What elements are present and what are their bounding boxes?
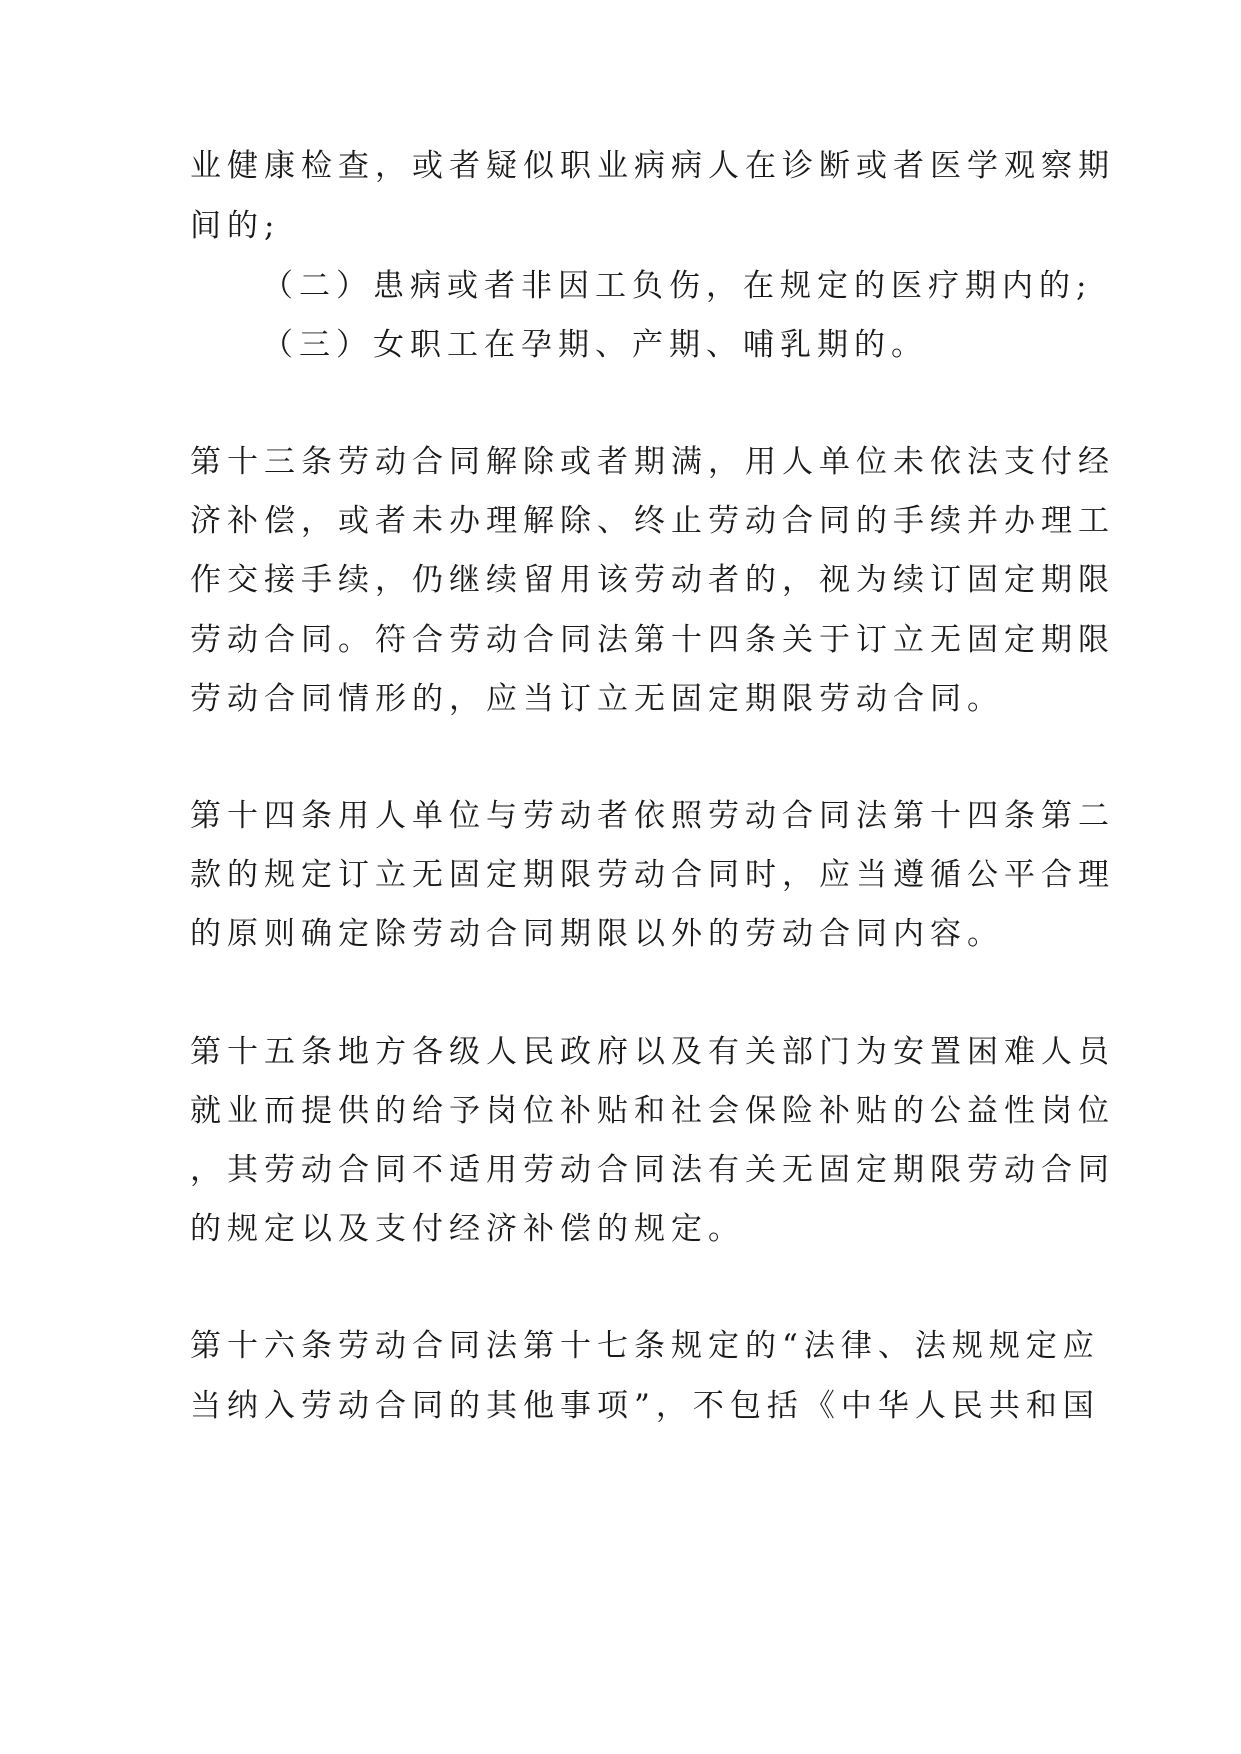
article-13-line: 济补偿，或者未办理解除、终止劳动合同的手续并办理工: [190, 503, 1115, 539]
list-item-2: （二）患病或者非因工负伤，在规定的医疗期内的;: [262, 268, 1093, 304]
paragraph-line: 间的;: [190, 208, 281, 244]
article-15-line: 就业而提供的给予岗位补贴和社会保险补贴的公益性岗位: [190, 1093, 1115, 1129]
article-14-line: 款的规定订立无固定期限劳动合同时，应当遵循公平合理: [190, 857, 1115, 893]
article-14-line: 第十四条用人单位与劳动者依照劳动合同法第十四条第二: [190, 798, 1115, 834]
article-15-line: ，其劳动合同不适用劳动合同法有关无固定期限劳动合同: [190, 1152, 1115, 1188]
article-14-line: 的原则确定除劳动合同期限以外的劳动合同内容。: [190, 916, 1004, 952]
article-16-line: 第十六条劳动合同法第十七条规定的“法律、法规规定应: [190, 1328, 1100, 1364]
article-15-line: 的规定以及支付经济补偿的规定。: [190, 1211, 745, 1247]
article-13-line: 作交接手续，仍继续留用该劳动者的，视为续订固定期限: [190, 562, 1115, 598]
article-15-line: 第十五条地方各级人民政府以及有关部门为安置困难人员: [190, 1034, 1115, 1070]
article-16-line: 当纳入劳动合同的其他事项”，不包括《中华人民共和国: [190, 1388, 1100, 1424]
article-13-line: 劳动合同。符合劳动合同法第十四条关于订立无固定期限: [190, 622, 1115, 658]
article-13-line: 第十三条劳动合同解除或者期满，用人单位未依法支付经: [190, 444, 1115, 480]
article-13-line: 劳动合同情形的，应当订立无固定期限劳动合同。: [190, 681, 1004, 717]
paragraph-line: 业健康检查，或者疑似职业病病人在诊断或者医学观察期: [190, 148, 1115, 184]
list-item-3: （三）女职工在孕期、产期、哺乳期的。: [262, 327, 928, 363]
